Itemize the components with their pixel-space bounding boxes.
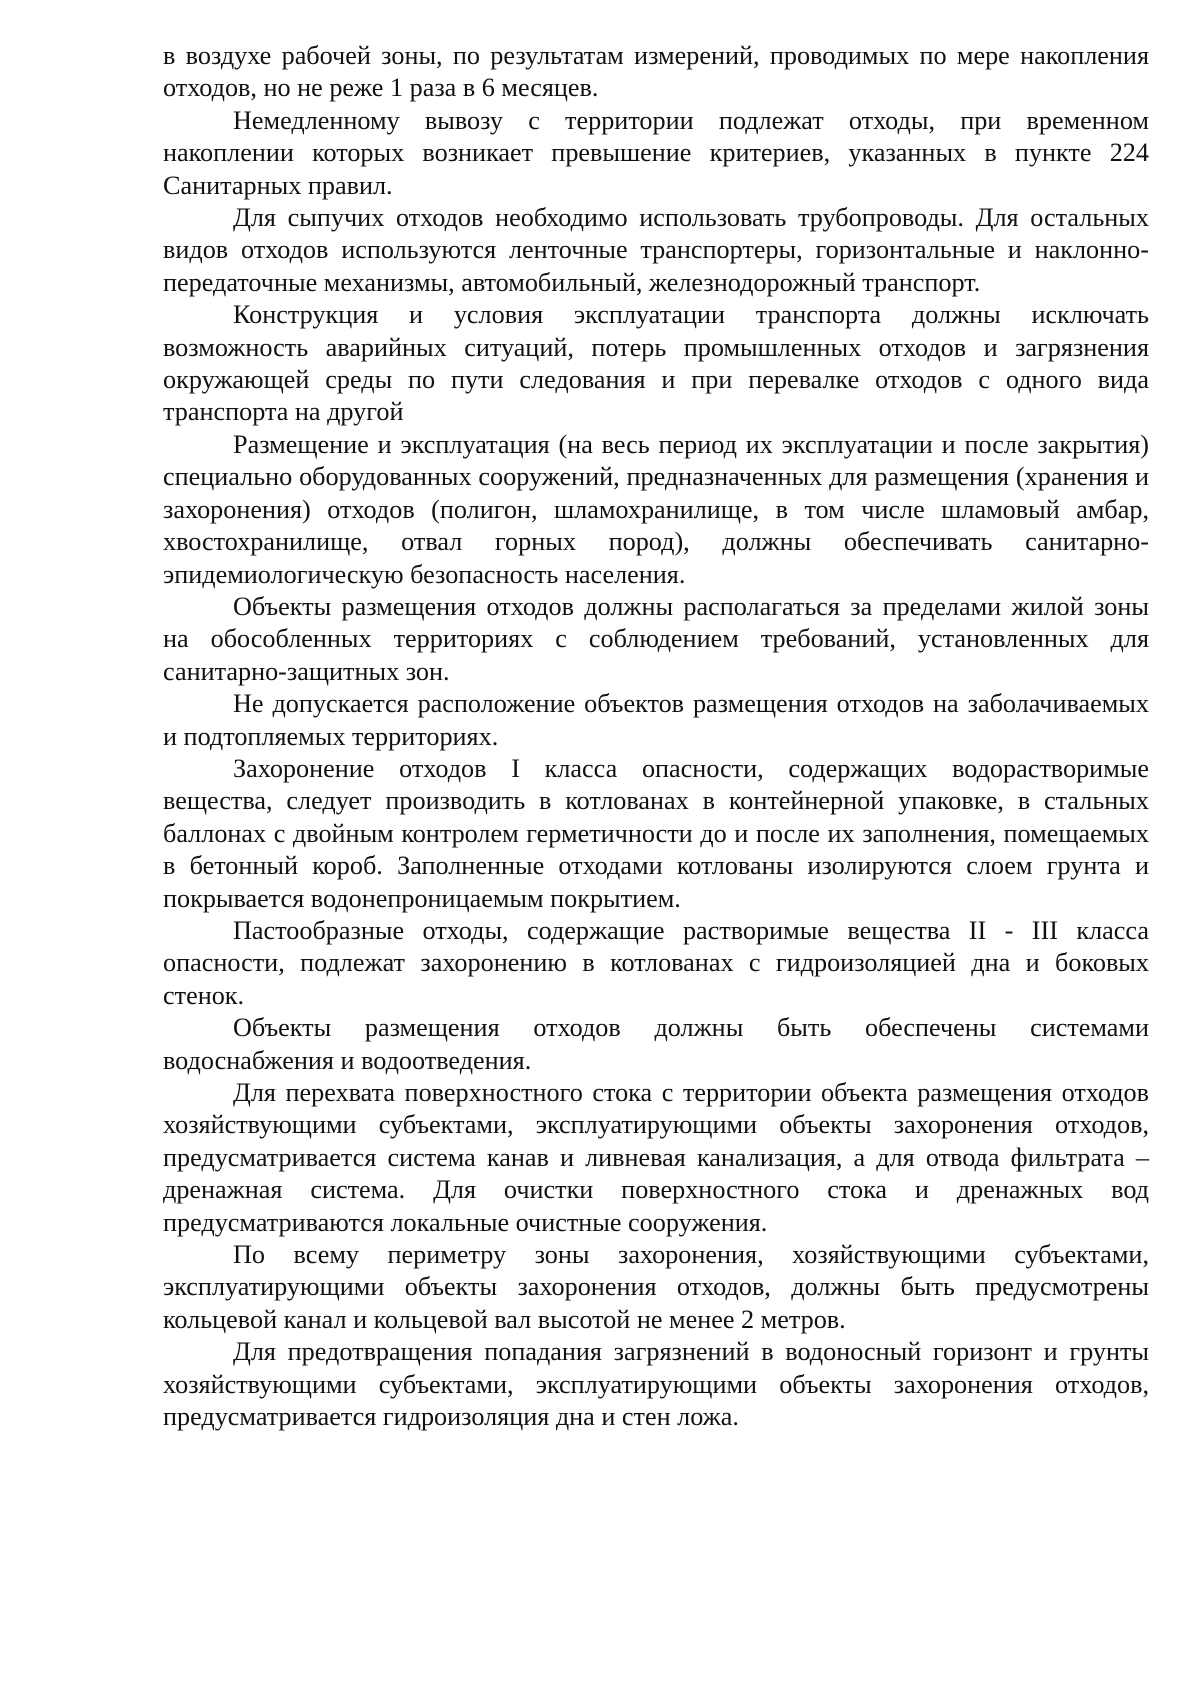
paragraph-waterproofing: Для предотвращения попадания загрязнений в водоносный горизонт и грунты хозяйствующими субъектами, эксплуатирующими объекты захоронения отходов, предусматривается гидроизоляция дна и стен ложа. <box>163 1337 1149 1432</box>
paragraph-immediate-removal: Немедленному вывозу с территории подлежат отходы, при временном накоплении которых возникает превышение критериев, указанных в пункте 224 Санитарных правил. <box>163 105 1149 200</box>
paragraph-prohibited-location: Не допускается расположение объектов размещения отходов на заболачиваемых и подтопляемых территориях. <box>163 689 1149 751</box>
paragraph-perimeter-channel: По всему периметру зоны захоронения, хозяйствующими субъектами, эксплуатирующими объекты захоронения отходов, должны быть предусмотрены кольцевой канал и кольцевой вал высотой не менее 2 метров. <box>163 1240 1149 1334</box>
paragraph-paste-waste: Пастообразные отходы, содержащие растворимые вещества II - III класса опасности, подлежат захоронению в котлованах с гидроизоляцией дна и боковых стенок. <box>163 915 1149 1010</box>
paragraph-water-supply: Объекты размещения отходов должны быть обеспечены системами водоснабжения и водоотведения. <box>163 1013 1149 1075</box>
paragraph-surface-runoff: Для перехвата поверхностного стока с территории объекта размещения отходов хозяйствующими субъектами, эксплуатирующими объекты захоронения отходов, предусматривается система канав и ливневая канализация, а для отвода фильтрата – дренажная система. Для очистки поверхностного стока и дренажных вод предусматриваются локальные очистные сооружения. <box>163 1078 1149 1237</box>
paragraph-facilities-location: Объекты размещения отходов должны располагаться за пределами жилой зоны на обособленных территориях с соблюдением требований, установленных для санитарно-защитных зон. <box>163 591 1149 686</box>
document-page <box>163 40 1149 1433</box>
paragraph-continuation: в воздухе рабочей зоны, по результатам измерений, проводимых по мере накопления отходов, но не реже 1 раза в 6 месяцев. <box>163 41 1149 103</box>
paragraph-facilities-operation: Размещение и эксплуатация (на весь период их эксплуатации и после закрытия) специально оборудованных сооружений, предназначенных для размещения (хранения и захоронения) отходов (полигон, шламохранилище, в том числе шламовый амбар, хвостохранилище, отвал горных пород), должны обеспечивать санитарно-эпидемиологическую безопасность населения. <box>163 429 1149 589</box>
paragraph-transport-safety: Конструкция и условия эксплуатации транспорта должны исключать возможность аварийных ситуаций, потерь промышленных отходов и загрязнения окружающей среды по пути следования и при перевалке отходов с одного вида транспорта на другой <box>163 300 1149 427</box>
paragraph-transport-means: Для сыпучих отходов необходимо использовать трубопроводы. Для остальных видов отходов используются ленточные транспортеры, горизонтальные и наклонно-передаточные механизмы, автомобильный, железнодорожный транспорт. <box>163 203 1149 297</box>
paragraph-class-1-burial: Захоронение отходов I класса опасности, содержащих водорастворимые вещества, следует производить в котлованах в контейнерной упаковке, в стальных баллонах с двойным контролем герметичности до и после их заполнения, помещаемых в бетонный короб. Заполненные отходами котлованы изолируются слоем грунта и покрывается водонепроницаемым покрытием. <box>163 753 1149 913</box>
